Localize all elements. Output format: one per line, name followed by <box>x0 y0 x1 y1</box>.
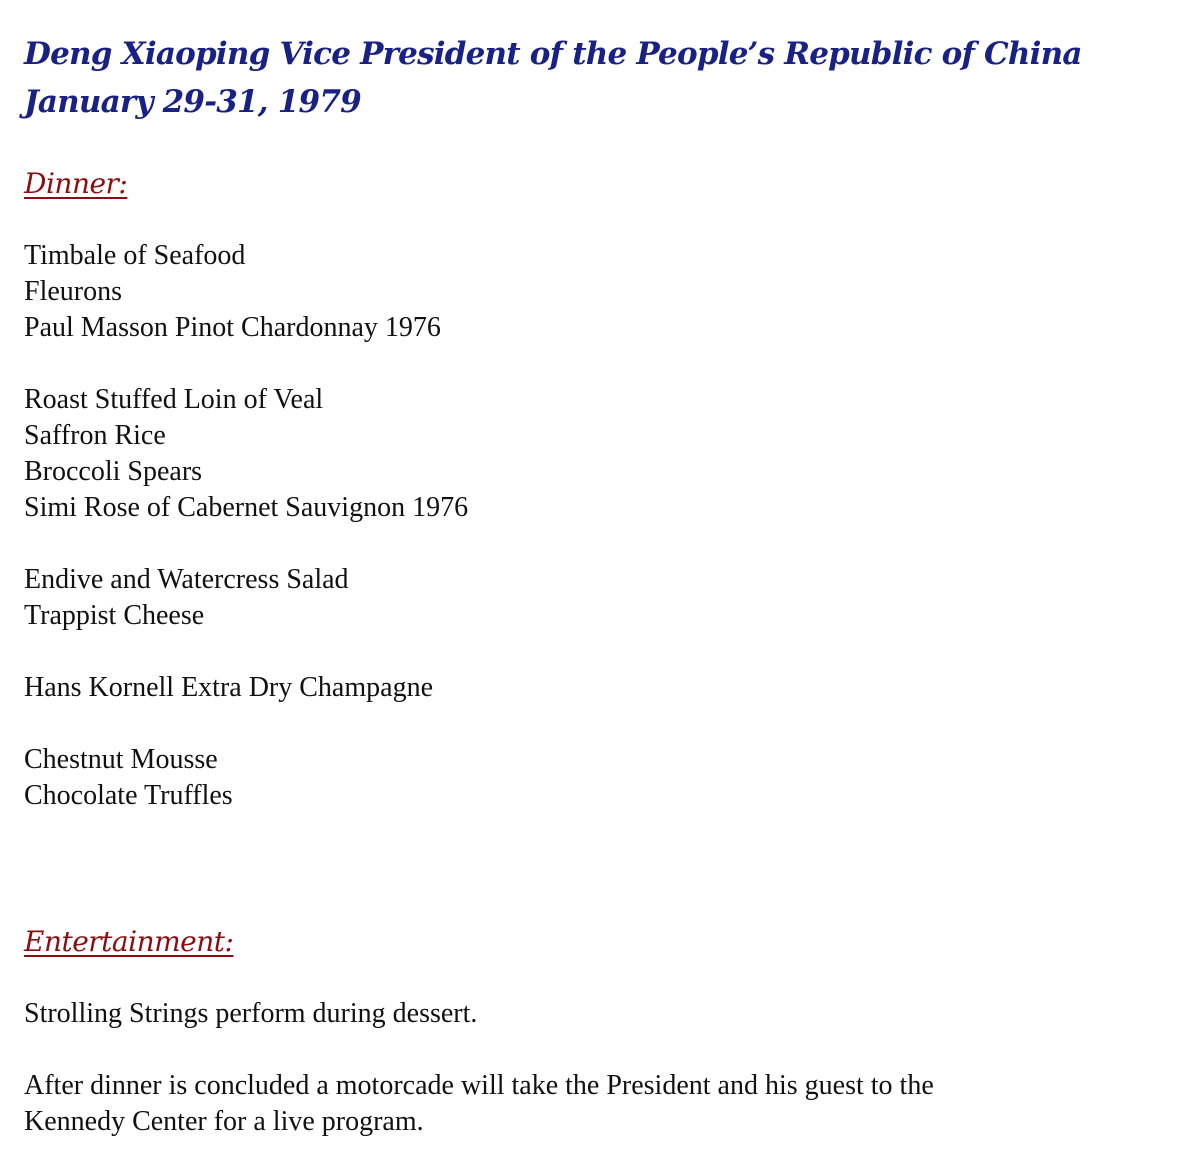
menu-item: Saffron Rice <box>24 420 166 451</box>
title-line-1: Deng Xiaoping Vice President of the People’s Republic of China <box>24 36 1082 72</box>
entertainment-paragraph: Strolling Strings perform during dessert. <box>24 998 478 1029</box>
course-5 <box>24 742 1164 814</box>
menu-item: Roast Stuffed Loin of Veal <box>24 384 324 415</box>
menu-item: Simi Rose of Cabernet Sauvignon 1976 <box>24 492 469 523</box>
menu-item: Chestnut Mousse <box>24 744 218 775</box>
menu-item: Trappist Cheese <box>24 600 205 631</box>
entertainment-section <box>24 922 1164 1140</box>
menu-item: Chocolate Truffles <box>24 780 233 811</box>
title-line-2: January 29-31, 1979 <box>24 84 361 120</box>
menu-item: Paul Masson Pinot Chardonnay 1976 <box>24 312 441 343</box>
menu-item: Endive and Watercress Salad <box>24 564 349 595</box>
document-page <box>24 30 1164 1140</box>
course-3 <box>24 562 1164 634</box>
dinner-heading: Dinner: <box>24 167 128 200</box>
menu-item: Timbale of Seafood <box>24 240 246 271</box>
course-4 <box>24 670 1164 706</box>
menu-item: Broccoli Spears <box>24 456 203 487</box>
entertainment-heading: Entertainment: <box>24 925 234 958</box>
menu-item: Hans Kornell Extra Dry Champagne <box>24 672 433 703</box>
course-1 <box>24 238 1164 346</box>
menu-item: Fleurons <box>24 276 122 307</box>
dinner-section <box>24 164 1164 814</box>
entertainment-paragraph: After dinner is concluded a motorcade will take the President and his guest to the Kennedy Center for a live program. <box>24 1070 934 1137</box>
document-title <box>24 30 1164 126</box>
course-2 <box>24 382 1164 526</box>
